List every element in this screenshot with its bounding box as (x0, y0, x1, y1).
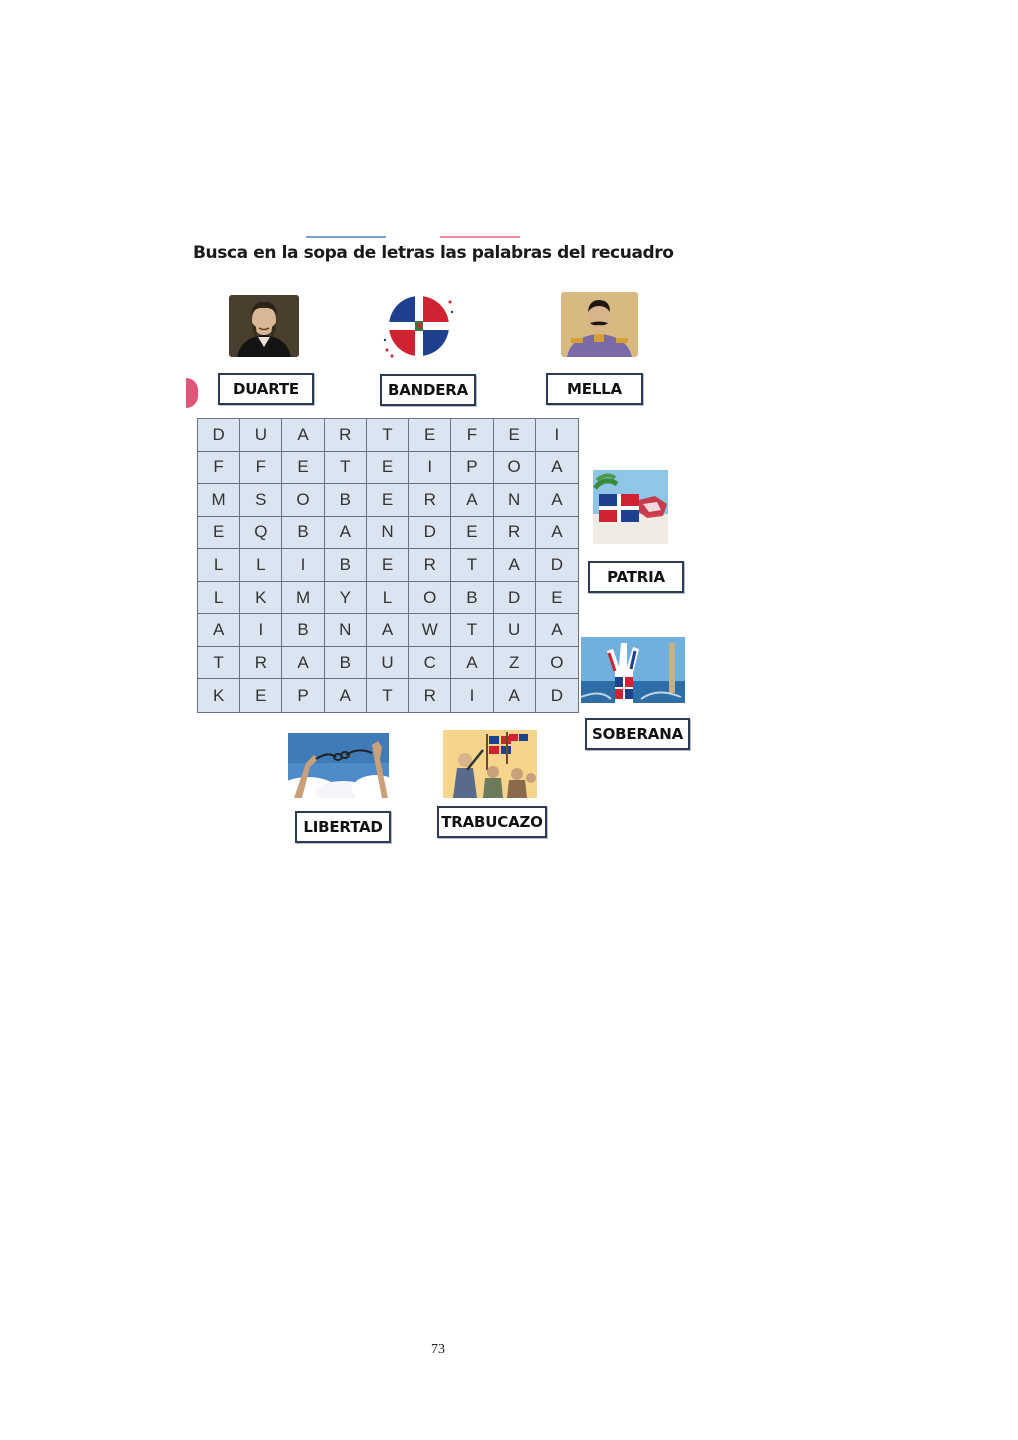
grid-cell: O (494, 452, 536, 485)
grid-cell: K (240, 582, 282, 615)
grid-cell: B (451, 582, 493, 615)
grid-cell: A (536, 452, 578, 485)
grid-cell: R (494, 517, 536, 550)
top-decoration-blue (306, 236, 386, 238)
grid-cell: R (325, 419, 367, 452)
trabucazo-patriots-flag-icon (443, 730, 537, 798)
grid-cell: D (550, 685, 564, 705)
grid-cell: F (198, 452, 240, 485)
grid-cell: C (409, 647, 451, 680)
grid-cell: A (536, 484, 578, 517)
grid-cell: E (367, 549, 409, 582)
word-label-duarte: DUARTE (218, 373, 314, 405)
grid-cell: E (367, 452, 409, 485)
grid-cell: A (282, 647, 324, 680)
grid-cell: B (282, 614, 324, 647)
grid-cell: A (325, 679, 367, 712)
word-label-soberana: SOBERANA (585, 718, 690, 750)
grid-cell: A (494, 549, 536, 582)
grid-cell: D (409, 517, 451, 550)
word-label-libertad: LIBERTAD (295, 811, 391, 843)
grid-cell: R (409, 484, 451, 517)
libertad-broken-chain-icon (288, 733, 389, 798)
grid-cell: E (494, 419, 536, 452)
grid-cell: A (536, 614, 578, 647)
mella-portrait-icon (561, 292, 638, 357)
grid-cell: A (451, 647, 493, 680)
grid-cell: Q (240, 517, 282, 550)
grid-cell: R (240, 647, 282, 680)
grid-cell: R (409, 549, 451, 582)
grid-cell: E (409, 419, 451, 452)
grid-cell: A (494, 679, 536, 712)
grid-cell: M (282, 582, 324, 615)
patria-flag-map-icon (593, 470, 668, 544)
grid-cell: A (451, 484, 493, 517)
word-label-mella: MELLA (546, 373, 643, 405)
grid-cell: E (240, 679, 282, 712)
grid-cell: L (198, 582, 240, 615)
soberana-hand-flag-icon (581, 637, 685, 703)
grid-cell: N (367, 517, 409, 550)
grid-cell: E (198, 517, 240, 550)
word-search-grid (197, 418, 579, 713)
grid-cell: I (451, 679, 493, 712)
grid-cell: S (240, 484, 282, 517)
grid-cell: T (367, 419, 409, 452)
grid-cell: I (282, 549, 324, 582)
grid-cell: E (367, 484, 409, 517)
grid-cell: I (240, 614, 282, 647)
grid-cell: L (240, 549, 282, 582)
grid-cell: L (198, 549, 240, 582)
grid-cell: I (409, 452, 451, 485)
grid-cell: T (325, 452, 367, 485)
grid-cell: K (198, 679, 240, 712)
grid-cell: E (536, 582, 578, 615)
grid-cell: B (325, 647, 367, 680)
grid-cell: M (198, 484, 240, 517)
grid-cell: A (367, 614, 409, 647)
grid-cell: P (282, 679, 324, 712)
grid-cell: R (409, 679, 451, 712)
grid-cell: Y (325, 582, 367, 615)
grid-cell: D (494, 582, 536, 615)
grid-cell: B (325, 484, 367, 517)
grid-cell: O (409, 582, 451, 615)
grid-cell: N (325, 614, 367, 647)
grid-cell: N (494, 484, 536, 517)
grid-cell: U (367, 647, 409, 680)
bandera-flag-circle-icon (380, 290, 458, 364)
word-label-patria: PATRIA (588, 561, 684, 593)
top-decoration-red (440, 236, 520, 238)
grid-cell: E (451, 517, 493, 550)
grid-cell: T (451, 549, 493, 582)
grid-cell: T (198, 647, 240, 680)
grid-cell: T (451, 614, 493, 647)
grid-cell: P (451, 452, 493, 485)
instruction-text: Busca en la sopa de letras las palabras del recuadro (193, 243, 674, 263)
grid-cell: I (536, 419, 578, 452)
word-label-trabucazo: TRABUCAZO (437, 806, 547, 838)
grid-cell: F (451, 419, 493, 452)
grid-cell: O (536, 647, 578, 680)
grid-cell: T (367, 679, 409, 712)
grid-cell: A (282, 419, 324, 452)
grid-cell: F (240, 452, 282, 485)
grid-cell: U (494, 614, 536, 647)
grid-cell: W (409, 614, 451, 647)
grid-cell: D (198, 419, 240, 452)
grid-cell: Z (494, 647, 536, 680)
grid-cell: B (325, 549, 367, 582)
grid-cell: D (536, 549, 578, 582)
pink-tab-decoration (186, 378, 198, 408)
grid-cell: A (198, 614, 240, 647)
grid-cell: B (282, 517, 324, 550)
grid-cell: A (536, 517, 578, 550)
grid-cell: E (282, 452, 324, 485)
grid-cell: O (282, 484, 324, 517)
word-label-bandera: BANDERA (380, 374, 476, 406)
page-number: 73 (431, 1342, 445, 1357)
grid-cell: A (325, 517, 367, 550)
duarte-portrait-icon (229, 295, 299, 357)
grid-cell: L (367, 582, 409, 615)
grid-cell: U (240, 419, 282, 452)
